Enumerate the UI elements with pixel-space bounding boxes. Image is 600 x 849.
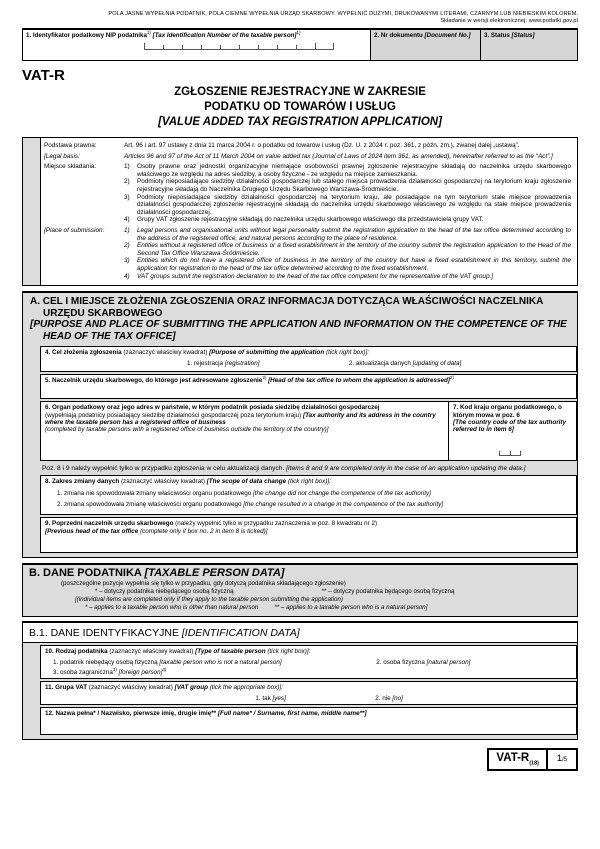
items-8-9-note: Poz. 8 i 9 należy wypełnić tylko w przypadku zgłoszenia w celu aktualizacji danych. [Items 8 and 9 are completed only in the case of an application updating the data.] [42,465,526,473]
legal-basis-text-pl: Art. 96 i art. 97 ustawy z dnia 11 marca 2004 r. o podatku od towarów i usług (Dz. U. z 2024 r. poz. 361, z późn. zm.), zwanej dalej „ustawą”. [124,142,520,149]
field-5-label: 5. Naczelnik urzędu skarbowego, do którego jest adresowane zgłoszenie$^{2)}$ [Head of the tax office to whom the application is addressed]$^{2)}$ [45,375,454,385]
option-foreign-person[interactable]: 3. osoba zagraniczna$^{3)}$ [foreign person]$^{3)}$ [53,666,167,676]
section-b1-header: B.1. DANE IDENTYFIKACYJNE [IDENTIFICATION DATA] [23,623,577,643]
field-6-tax-authority-input[interactable] [40,401,448,461]
place-item-pl: 3) Podmioty nieposiadające siedziby działalności gospodarczej na terytorium kraju, ale posiadające na tym terytorium stałe miejsce prowadzenia działalności gospodarczej zgłoszenie rejestracyjne składają do naczelnika urzędu skarbowego właściwego ze względu na stałe miejsce prowadzenia działalności gospodarczej. [124,193,571,216]
option-registration[interactable]: 1. rejestracja [registration] [187,359,260,367]
option-change-no-competence-change[interactable]: 1. zmiana nie spowodowała zmiany właściwości organu podatkowego [the change did not change the competence of the tax authority] [57,489,431,497]
section-b-header-block [22,563,578,617]
section-a [22,291,578,558]
field-7-label-pl: 7. Kod kraju organu podatkowego, o którym mowa w poz. 6 [453,404,562,419]
option-non-natural-person[interactable]: 1. podatnik niebędący osobą fizyczną [taxable person who is not a natural person] [53,658,282,666]
place-item-pl: 1) Osoby prawne oraz jednostki organizacyjne niemające osobowości prawnej zgłoszenie rejestracyjne składają do naczelnika urzędu skarbowego właściwego ze względu na adres siedziby, a osoby fizyczne - ze względu na miejsce zamieszkania. [124,163,571,178]
option-vat-group-no[interactable]: 2. nie [no] [375,694,403,702]
legal-basis-label-en: [Legal basis: [44,152,80,160]
section-a-title-pl: A. CEL I MIEJSCE ZŁOŻENIA ZGŁOSZENIA ORAZ INFORMACJA DOTYCZĄCA WŁAŚCIWOŚCI NACZELNIKA URZĘDU SKARBOWEGO [30,296,543,319]
field-12-full-name-input[interactable] [40,707,577,735]
footer-form-code: VAT-$R_{(18)}$ [487,748,546,770]
nip-input-comb[interactable] [144,45,367,50]
legal-basis-text-en: Articles 96 and 97 of the Act of 11 March 2004 on value added tax (Journal of Laws of 2024 item 361, as amended), hereinafter referred to as the “Act”.] [124,152,553,160]
efiling-note: Składanie w wersji elektronicznej: www.podatki.gov.pl [440,18,578,24]
field-4-purpose [40,346,577,372]
option-change-competence-changed[interactable]: 2. zmiana spowodowała zmianę właściwości organu podatkowego [the change resulted in a change in the competence of the tax authority] [57,500,444,508]
legal-basis-row-pl [44,142,571,150]
place-label-en: [Place of submission: [44,226,105,234]
field-8-scope-of-change [40,475,577,515]
page-footer [22,748,578,770]
form-instructions [22,11,578,25]
nip-field-label: 1. Identyfikator podatkowy NIP podatnika$^{1)}$ [Tax Identification Number of the taxable person]$^{1)}$ [26,29,301,39]
form-title-pl-line1: ZGŁOSZENIE REJESTRACYJNE W ZAKRESIE [174,86,426,98]
place-item-en: 1) Legal persons and organisational units without legal personality submit the registration application to the head of the tax office determined according to the address of the registered office, and natural persons according to the place of residence. [124,226,571,242]
field-11-vat-group [40,681,577,705]
fill-instructions-line: POLA JASNE WYPEŁNIA PODATNIK, POLA CIEMNE WYPEŁNIA URZĄD SKARBOWY. WYPEŁNIĆ DUŻYMI, DRUKOWANYMI LITERAMI, CZARNYM LUB NIEBIESKIM KOLOREM. [108,11,578,17]
country-code-comb[interactable] [499,451,521,456]
field-7-country-code[interactable] [448,401,577,461]
section-b1 [22,621,578,740]
footer-page-number: 1/5 [546,748,578,770]
field-9-previous-head-input[interactable] [40,517,577,553]
place-item-pl: 4) Grupy VAT zgłoszenie rejestracyjne składają do naczelnika urzędu skarbowego właściwego dla przedstawiciela grupy VAT. [124,216,484,224]
field-12-label: 12. Nazwa pełna* / Nazwisko, pierwsze imię, drugie imię** [Full name* / Surname, first name, middle name**] [45,710,367,718]
status-field: 3. Status [Status] [481,30,577,60]
place-item-en: 2) Entities without a registered office of business or a fixed establishment in the territory of the country submit the registration application to the Head of the Second Tax Office Warszawa-Śródmieście. [124,242,571,257]
top-field-row [22,28,578,61]
section-b-note-2: * – dotyczy podatnika niebędącego osobą fizyczną ** – dotyczy podatnika będącego osobą fizyczną [95,588,455,596]
legal-info-box [22,137,578,286]
field-10-label: 10. Rodzaj podatnika (zaznaczyć właściwy kwadrat) [Type of taxable person (tick right box)]: [45,648,311,656]
place-item-pl: 2) Podmioty nieposiadające siedziby działalności gospodarczej lub stałego miejsca prowadzenia działalności gospodarczej na terytorium kraju zgłoszenie rejestracyjne składają do Naczelnika Drugiego Urzędu Skarbowego Warszawa-Śródmieście. [124,178,571,193]
place-item-en: 3) Entities which do not have a registered office of business in the territory of the country but have a fixed establishment in this territory, submit the application for registration to the head of the tax office determined according to the fixed establishment. [124,257,571,272]
field-7-label-en: [The country code of the tax authority referred to in item 6] [453,418,567,434]
place-of-submission-row-en [44,227,571,280]
legal-basis-label-pl: Podstawa prawna: [44,142,97,149]
nip-field[interactable] [23,30,371,60]
field-4-label: 4. Cel złożenia zgłoszenia (zaznaczyć właściwy kwadrat) [Purpose of submitting the application (tick right box)]: [45,349,370,357]
document-no-field: 2. Nr dokumentu [Document No.] [371,30,481,60]
place-label-pl: Miejsce składania: [44,163,97,171]
option-natural-person[interactable]: 2. osoba fizyczna [natural person] [376,658,471,666]
option-update-data[interactable]: 2. aktualizacja danych [updating of data] [348,359,462,367]
section-b-note-1: (poszczególne pozycje wypełnia się tylko w przypadku, gdy dotyczą podatnika składającego zgłoszenie) [61,580,346,588]
place-of-submission-row-pl [44,163,571,224]
section-a-header [23,293,577,344]
option-vat-group-yes[interactable]: 1. tak [yes] [255,694,286,702]
field-6-label-pl: 6. Organ podatkowy oraz jego adres w państwie, w którym podatnik posiada siedzibę działalności gospodarczej [45,404,380,412]
field-5-tax-office-input[interactable] [40,374,577,399]
field-6-label-detail: (wypełniają podatnicy posiadający siedzibę działalności gospodarczej poza terytorium kraju) [Tax authority and its address in the country where the taxable person has a registered office of business (completed by taxable persons with a registered office of business outside the territory of the country)] [45,411,436,434]
section-b-note-4: * – applies to a taxable person who is other than natural person ** – applies to a taxable person who is a natural person] [85,604,428,612]
field-9-label-en: [Previous head of the tax office (complete only if box no. 2 in item 8 is ticked)] [45,527,268,535]
section-a-title-en: [PURPOSE AND PLACE OF SUBMITTING THE APPLICATION AND INFORMATION ON THE COMPETENCE OF THE HEAD OF THE TAX OFFICE] [30,319,567,342]
form-code: VAT-R [22,67,65,84]
form-title-en: [VALUE ADDED TAX REGISTRATION APPLICATION] [158,116,442,128]
place-item-en: 4) VAT groups submit the registration declaration to the head of the tax office competent for the representative of the VAT group.] [124,272,494,280]
form-title-pl-line2: PODATKU OD TOWARÓW I USŁUG [204,101,396,113]
section-b-title: B. DANE PODATNIKA [TAXABLE PERSON DATA] [29,567,285,580]
field-11-label: 11. Grupa VAT (zaznaczyć właściwy kwadrat) [VAT group (tick the appropriate box)]: [45,684,283,692]
form-title [22,85,578,130]
field-9-label-pl: 9. Poprzedni naczelnik urzędu skarbowego (należy wypełnić tylko w przypadku zaznaczenia w poz. 8 kwadratu nr 2) [45,520,378,528]
legal-basis-row-en [44,153,571,161]
field-8-label: 8. Zakres zmiany danych (zaznaczyć właściwy kwadrat) [The scope of data change (tick right box)]: [45,478,331,486]
legal-info-content [40,138,577,285]
field-10-taxpayer-type [40,645,577,679]
section-b-note-3: [(individual items are completed only if they apply to the taxable person submitting the application) [75,596,343,604]
